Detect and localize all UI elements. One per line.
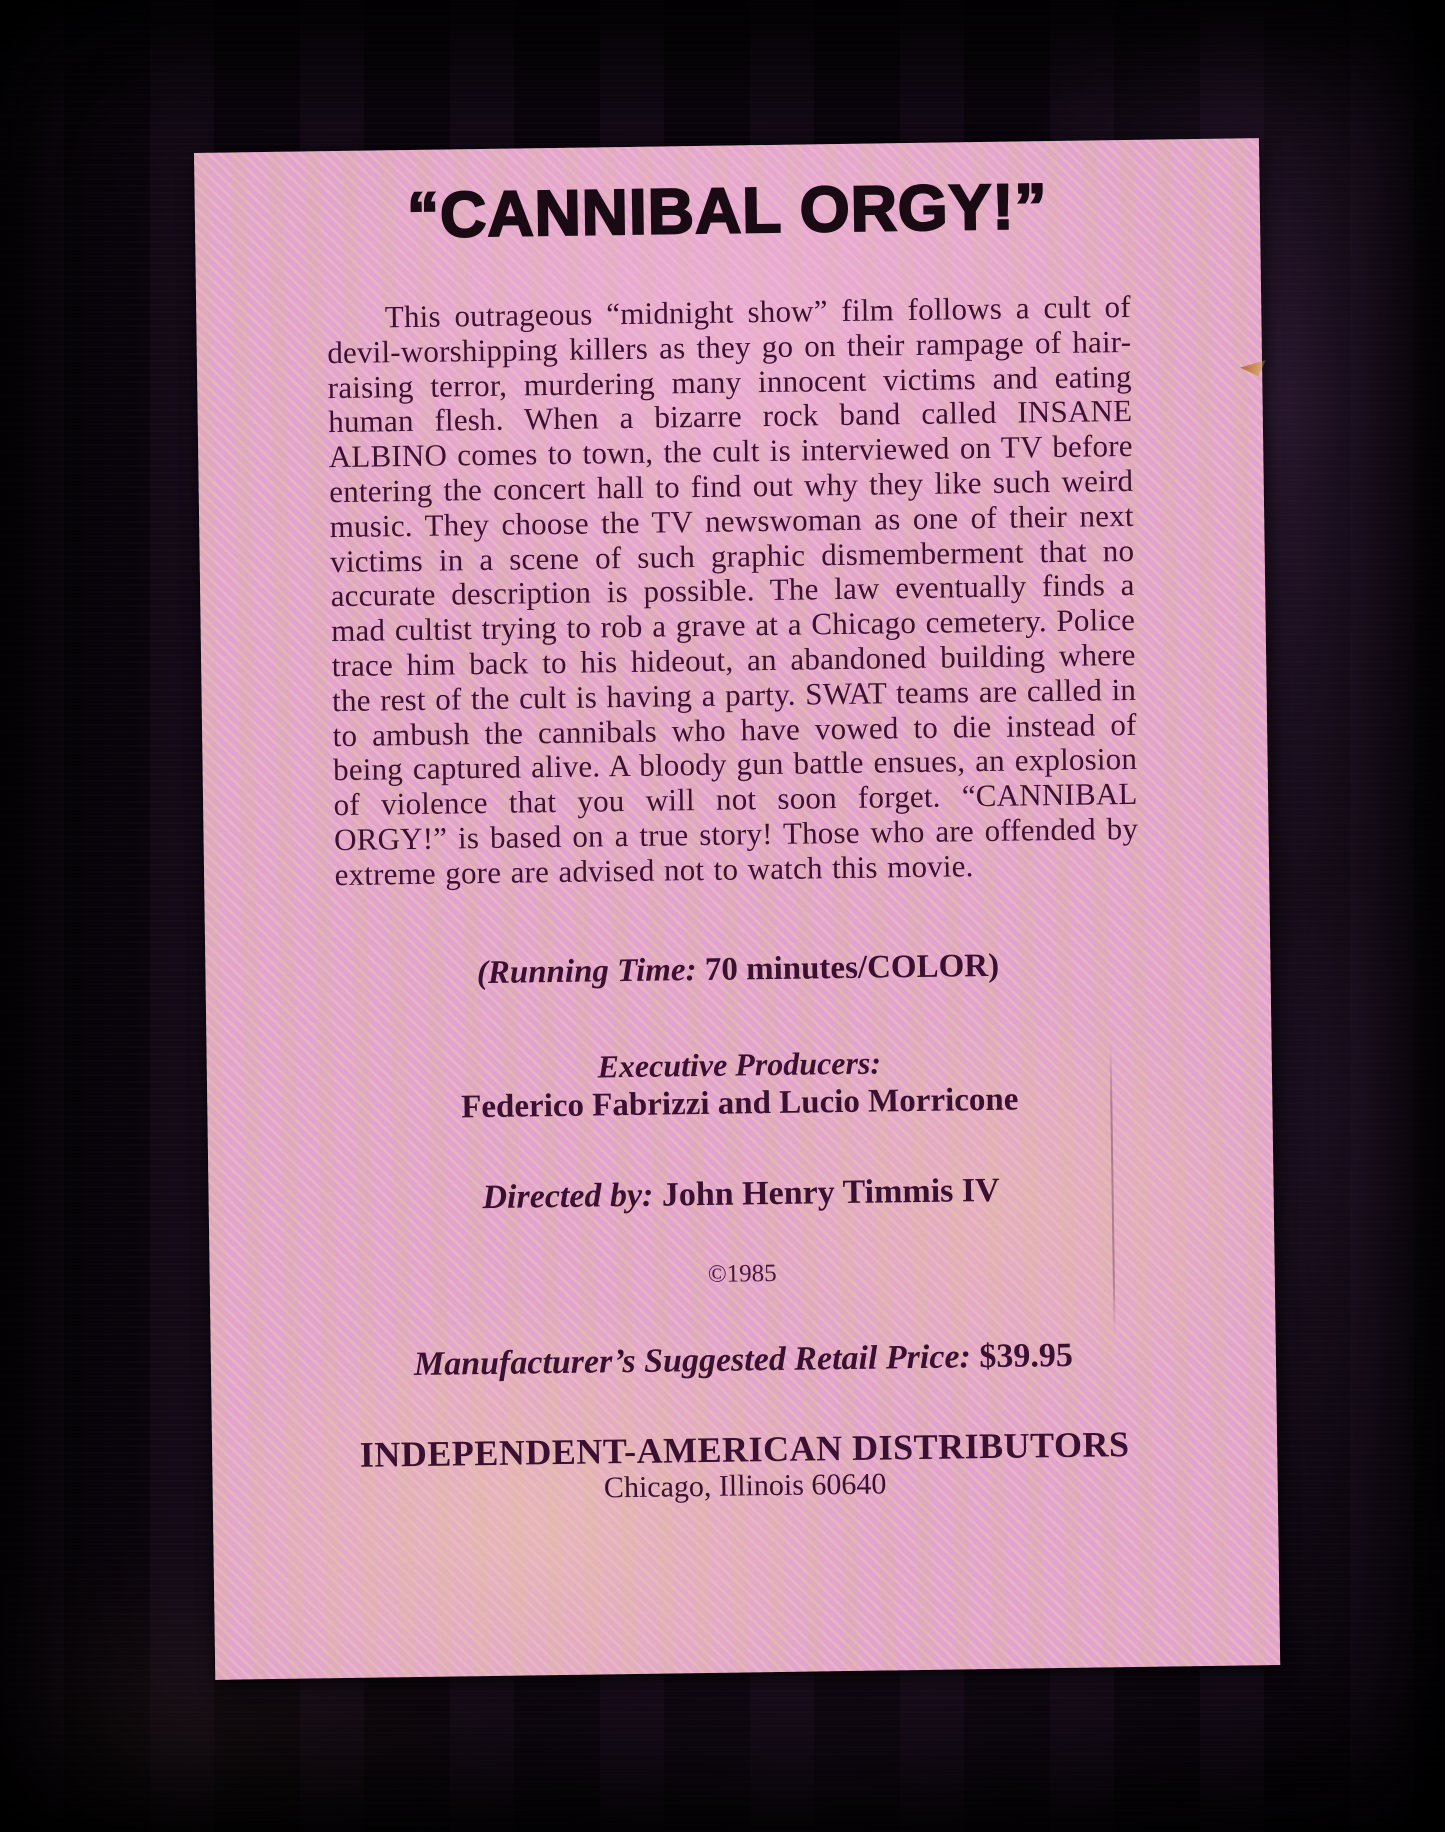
directed-by-line: [208, 1166, 1273, 1223]
distributor-name: INDEPENDENT-AMERICAN DISTRIBUTORS: [359, 1423, 1130, 1475]
directed-by-label: Directed by:: [482, 1176, 654, 1216]
copyright-notice: ©1985: [707, 1259, 777, 1288]
price-label: Manufacturer’s Suggested Retail Price:: [413, 1337, 972, 1383]
flyer-paper: [194, 138, 1280, 1680]
running-time-value: 70 minutes/COLOR): [704, 947, 1000, 988]
flyer-title: “CANNIBAL ORGY!”: [406, 170, 1049, 252]
executive-producers-label: Executive Producers:: [597, 1044, 882, 1084]
director-name: John Henry Timmis IV: [661, 1171, 1000, 1214]
paper-edge-mark: [1240, 360, 1266, 376]
running-time-line: [205, 942, 1270, 997]
executive-producers-names: Federico Fabrizzi and Lucio Morricone: [460, 1081, 1019, 1125]
synopsis-paragraph: This outrageous “midnight show” film follows a cult of devil-worshipping killers as they go on their rampage of hair-raising terror, murdering many innocent victims and eating human flesh. When a bizarre rock band called INSANE ALBINO comes to town, the cult is interviewed on TV before entering the concert hall to find out why they like such weird music. They choose the TV newswoman as one of their next victims in a scene of such graphic dismemberment that no accurate description is possible. The law eventually finds a mad cultist trying to rob a grave at a Chicago cemetery. Police trace him back to his hideout, an abandoned building where the rest of the cult is having a party. SWAT teams are called in to ambush the cannibals who have vowed to die instead of being captured alive. A bloody gun battle ensues, an explosion of violence that you will not soon forget. “CANNIBAL ORGY!” is based on a true story! Those who are offended by extreme gore are advised not to watch this movie.: [327, 288, 1139, 892]
price-value: $39.95: [979, 1336, 1074, 1375]
distributor-city: Chicago, Illinois 60640: [603, 1467, 887, 1504]
retail-price-line: [211, 1332, 1276, 1389]
running-time-label: (Running Time:: [476, 951, 697, 991]
